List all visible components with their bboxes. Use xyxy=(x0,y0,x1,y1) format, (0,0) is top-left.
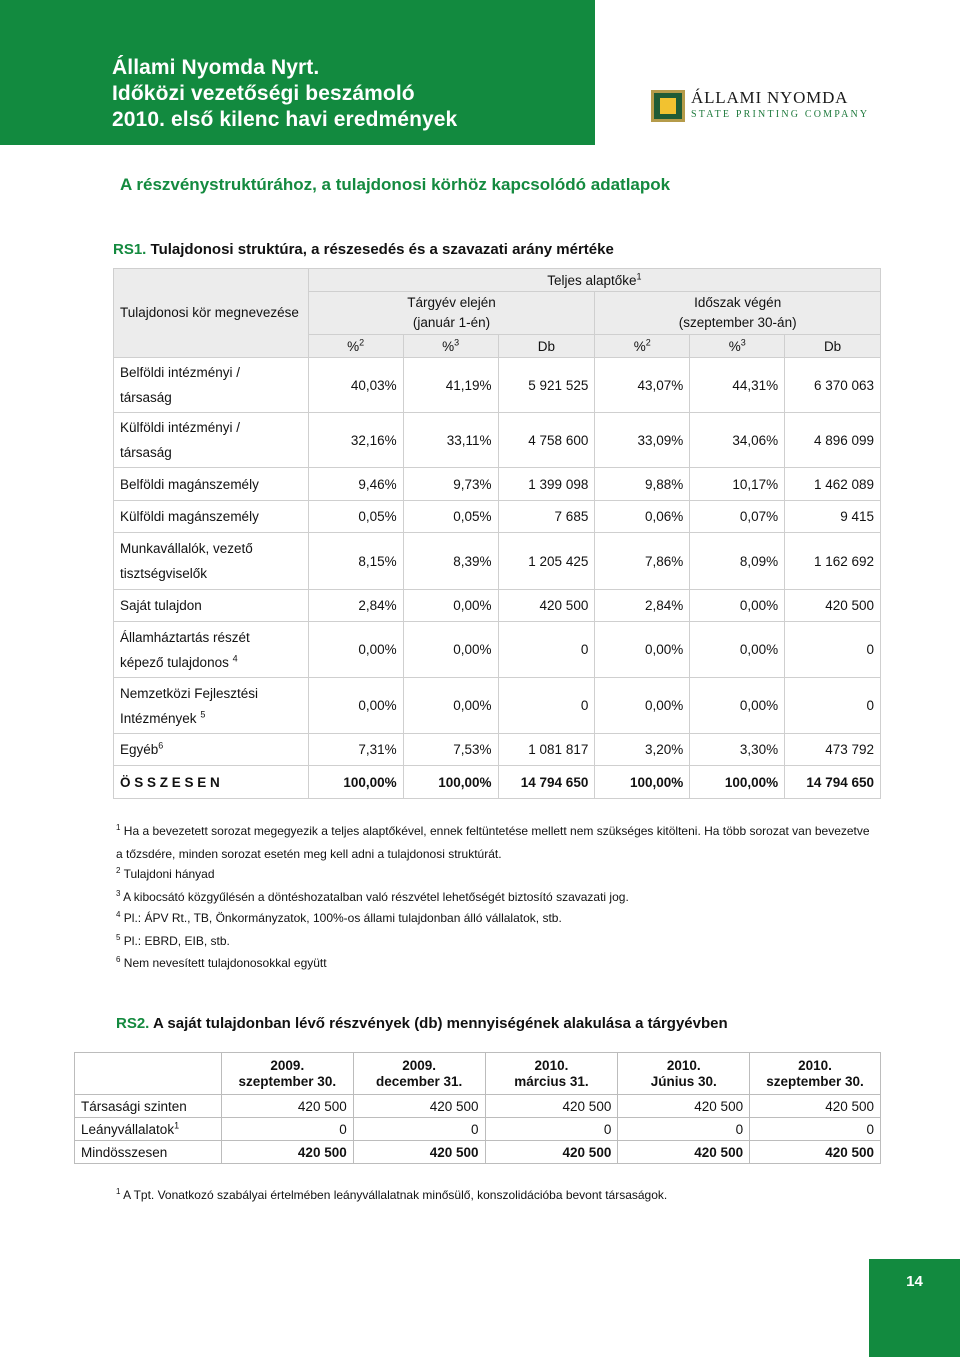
cell: 420 500 xyxy=(618,1141,750,1164)
col-header: 2010. március 31. xyxy=(485,1053,618,1095)
cell: 14 794 650 xyxy=(785,766,881,799)
col-header: 2010. Június 30. xyxy=(618,1053,750,1095)
table-row xyxy=(114,678,881,734)
cell: 33,11% xyxy=(403,413,498,468)
cell: 7 685 xyxy=(498,501,595,533)
col-header: %$^3$ xyxy=(690,335,785,358)
cell: 0 xyxy=(750,1118,881,1141)
cell: 0,00% xyxy=(403,590,498,622)
cell: 0,00% xyxy=(403,622,498,678)
cell: 9,46% xyxy=(308,468,403,501)
rs1-title-text: Tulajdonosi struktúra, a részesedés és a szavazati arány mértéke xyxy=(150,241,614,258)
rs2-header-row xyxy=(75,1053,881,1095)
cell: 9,73% xyxy=(403,468,498,501)
cell: 0 xyxy=(498,678,595,734)
table-row xyxy=(114,501,881,533)
total-row xyxy=(114,766,881,799)
footnote-6: $^6$ Nem nevesített tulajdonosokkal együtt xyxy=(116,955,327,970)
company-logo xyxy=(651,88,870,124)
row-label: Mindösszesen xyxy=(75,1141,222,1164)
cell: 0 xyxy=(498,622,595,678)
cell: 420 500 xyxy=(221,1095,353,1118)
cell: 0,07% xyxy=(690,501,785,533)
row-label: Társasági szinten xyxy=(75,1095,222,1118)
footnote-3: $^3$ A kibocsátó közgyűlésén a döntéshozatalban való részvétel lehetőségét biztosító szavazati jog. xyxy=(116,889,629,904)
footnote-5: $^5$ Pl.: EBRD, EIB, stb. xyxy=(116,933,230,948)
cell: 100,00% xyxy=(403,766,498,799)
page-number: 14 xyxy=(869,1259,960,1357)
cell: 420 500 xyxy=(750,1095,881,1118)
cell: 100,00% xyxy=(595,766,690,799)
cell: 0,00% xyxy=(690,622,785,678)
cell: 420 500 xyxy=(353,1141,485,1164)
cell: 7,86% xyxy=(595,533,690,590)
cell: 0,00% xyxy=(595,678,690,734)
logo-emblem-icon xyxy=(651,90,685,122)
cell: 4 758 600 xyxy=(498,413,595,468)
cell: 0 xyxy=(785,678,881,734)
cell: 41,19% xyxy=(403,358,498,413)
row-label: Államháztartás részét képező tulajdonos $^4$ xyxy=(114,622,309,678)
cell: 3,30% xyxy=(690,734,785,766)
rs2-title-text: A saját tulajdonban lévő részvények (db) mennyiségének alakulása a tárgyévben xyxy=(152,1015,728,1032)
cell: 0,06% xyxy=(595,501,690,533)
cell: 2,84% xyxy=(308,590,403,622)
cell: 0 xyxy=(485,1118,618,1141)
table-row xyxy=(75,1095,881,1118)
row-label: Külföldi magánszemély xyxy=(114,501,309,533)
cell: 420 500 xyxy=(785,590,881,622)
empty-header-cell xyxy=(75,1053,222,1095)
rs1-title xyxy=(113,241,614,258)
cell: 2,84% xyxy=(595,590,690,622)
cell: 473 792 xyxy=(785,734,881,766)
cell: 0 xyxy=(353,1118,485,1141)
cell: 420 500 xyxy=(618,1095,750,1118)
table-row xyxy=(75,1118,881,1141)
cell: 420 500 xyxy=(221,1141,353,1164)
cell: 8,15% xyxy=(308,533,403,590)
cell: 34,06% xyxy=(690,413,785,468)
col-header: 2009. december 31. xyxy=(353,1053,485,1095)
cell: 0,00% xyxy=(308,678,403,734)
cell: 0,00% xyxy=(690,590,785,622)
cell: 32,16% xyxy=(308,413,403,468)
table-row xyxy=(114,533,881,590)
rs2-footnote: $^1$ A Tpt. Vonatkozó szabályai értelmében leányvállalatnak minősülő, konszolidációba bevont társaságok. xyxy=(116,1187,668,1202)
start-header: Tárgyév elején (január 1-én) xyxy=(308,292,595,335)
row-label: Belföldi intézményi / társaság xyxy=(114,358,309,413)
cell: 3,20% xyxy=(595,734,690,766)
table-row xyxy=(114,358,881,413)
col-header: %$^2$ xyxy=(595,335,690,358)
table-row xyxy=(114,622,881,678)
cell: 7,31% xyxy=(308,734,403,766)
table-row xyxy=(114,413,881,468)
cell: 4 896 099 xyxy=(785,413,881,468)
cell: 0,00% xyxy=(595,622,690,678)
cell: 420 500 xyxy=(485,1141,618,1164)
rs2-code: RS2. xyxy=(116,1015,150,1032)
row-label: Leányvállalatok$^1$ xyxy=(75,1118,222,1141)
footnote-1: $^1$ Ha a bevezetett sorozat megegyezik a teljes alaptőkével, ennek feltüntetése mellett nem szükséges kitölteni. Ha több sorozat van bevezetve a tőzsdére, minden sorozat esetén meg kell adni a tulajdonosi struktúrát. xyxy=(116,823,870,861)
header-band xyxy=(0,0,595,145)
cell: 0,00% xyxy=(403,678,498,734)
col-header: Db xyxy=(785,335,881,358)
table-row xyxy=(114,468,881,501)
cell: 0,00% xyxy=(690,678,785,734)
cell: 100,00% xyxy=(308,766,403,799)
cell: 0,05% xyxy=(308,501,403,533)
col-header: %$^2$ xyxy=(308,335,403,358)
cell: 0,05% xyxy=(403,501,498,533)
col-header: Db xyxy=(498,335,595,358)
cell: 43,07% xyxy=(595,358,690,413)
cell: 9,88% xyxy=(595,468,690,501)
cell: 1 462 089 xyxy=(785,468,881,501)
logo-name: ÁLLAMI NYOMDA xyxy=(691,88,849,107)
cell: 0,00% xyxy=(308,622,403,678)
cell: 8,09% xyxy=(690,533,785,590)
company-name: Állami Nyomda Nyrt. xyxy=(112,56,320,79)
table-row xyxy=(75,1141,881,1164)
report-period: 2010. első kilenc havi eredmények xyxy=(112,108,458,131)
table-row xyxy=(114,590,881,622)
footnote-2: $^2$ Tulajdoni hányad xyxy=(116,866,215,881)
cell: 420 500 xyxy=(498,590,595,622)
rs2-title xyxy=(116,1015,728,1032)
footnote-4: $^4$ Pl.: ÁPV Rt., TB, Önkormányzatok, 100%-os állami tulajdonban álló vállalatok, stb. xyxy=(116,910,562,925)
row-label: Egyéb$^6$ xyxy=(114,734,309,766)
cell: 6 370 063 xyxy=(785,358,881,413)
capital-header: Teljes alaptőke$^1$ xyxy=(308,269,880,292)
cell: 44,31% xyxy=(690,358,785,413)
cell: 1 081 817 xyxy=(498,734,595,766)
cell: 1 399 098 xyxy=(498,468,595,501)
row-label: Belföldi magánszemély xyxy=(114,468,309,501)
cell: 8,39% xyxy=(403,533,498,590)
main-title: A részvénystruktúrához, a tulajdonosi körhöz kapcsolódó adatlapok xyxy=(120,175,671,194)
cell: 100,00% xyxy=(690,766,785,799)
total-label: Ö S S Z E S E N xyxy=(114,766,309,799)
cell: 0 xyxy=(221,1118,353,1141)
cell: 420 500 xyxy=(353,1095,485,1118)
rs1-code: RS1. xyxy=(113,241,147,258)
col-header: %$^3$ xyxy=(403,335,498,358)
cell: 420 500 xyxy=(485,1095,618,1118)
cell: 1 162 692 xyxy=(785,533,881,590)
end-header: Időszak végén (szeptember 30-án) xyxy=(595,292,881,335)
logo-subtitle: STATE PRINTING COMPANY xyxy=(691,109,870,120)
cell: 33,09% xyxy=(595,413,690,468)
cell: 40,03% xyxy=(308,358,403,413)
row-label: Nemzetközi Fejlesztési Intézmények $^5$ xyxy=(114,678,309,734)
cell: 420 500 xyxy=(750,1141,881,1164)
row-label: Külföldi intézményi / társaság xyxy=(114,413,309,468)
cell: 5 921 525 xyxy=(498,358,595,413)
cell: 14 794 650 xyxy=(498,766,595,799)
col-header: 2009. szeptember 30. xyxy=(221,1053,353,1095)
report-title: Időközi vezetőségi beszámoló xyxy=(112,82,415,105)
row-label: Munkavállalók, vezető tisztségviselők xyxy=(114,533,309,590)
cell: 7,53% xyxy=(403,734,498,766)
cell: 1 205 425 xyxy=(498,533,595,590)
cell: 0 xyxy=(618,1118,750,1141)
cell: 10,17% xyxy=(690,468,785,501)
ownership-table xyxy=(113,268,881,799)
table-row xyxy=(114,734,881,766)
row-label: Saját tulajdon xyxy=(114,590,309,622)
treasury-shares-table xyxy=(74,1052,881,1164)
col-header: 2010. szeptember 30. xyxy=(750,1053,881,1095)
owner-header: Tulajdonosi kör megnevezése xyxy=(114,269,309,358)
cell: 9 415 xyxy=(785,501,881,533)
cell: 0 xyxy=(785,622,881,678)
